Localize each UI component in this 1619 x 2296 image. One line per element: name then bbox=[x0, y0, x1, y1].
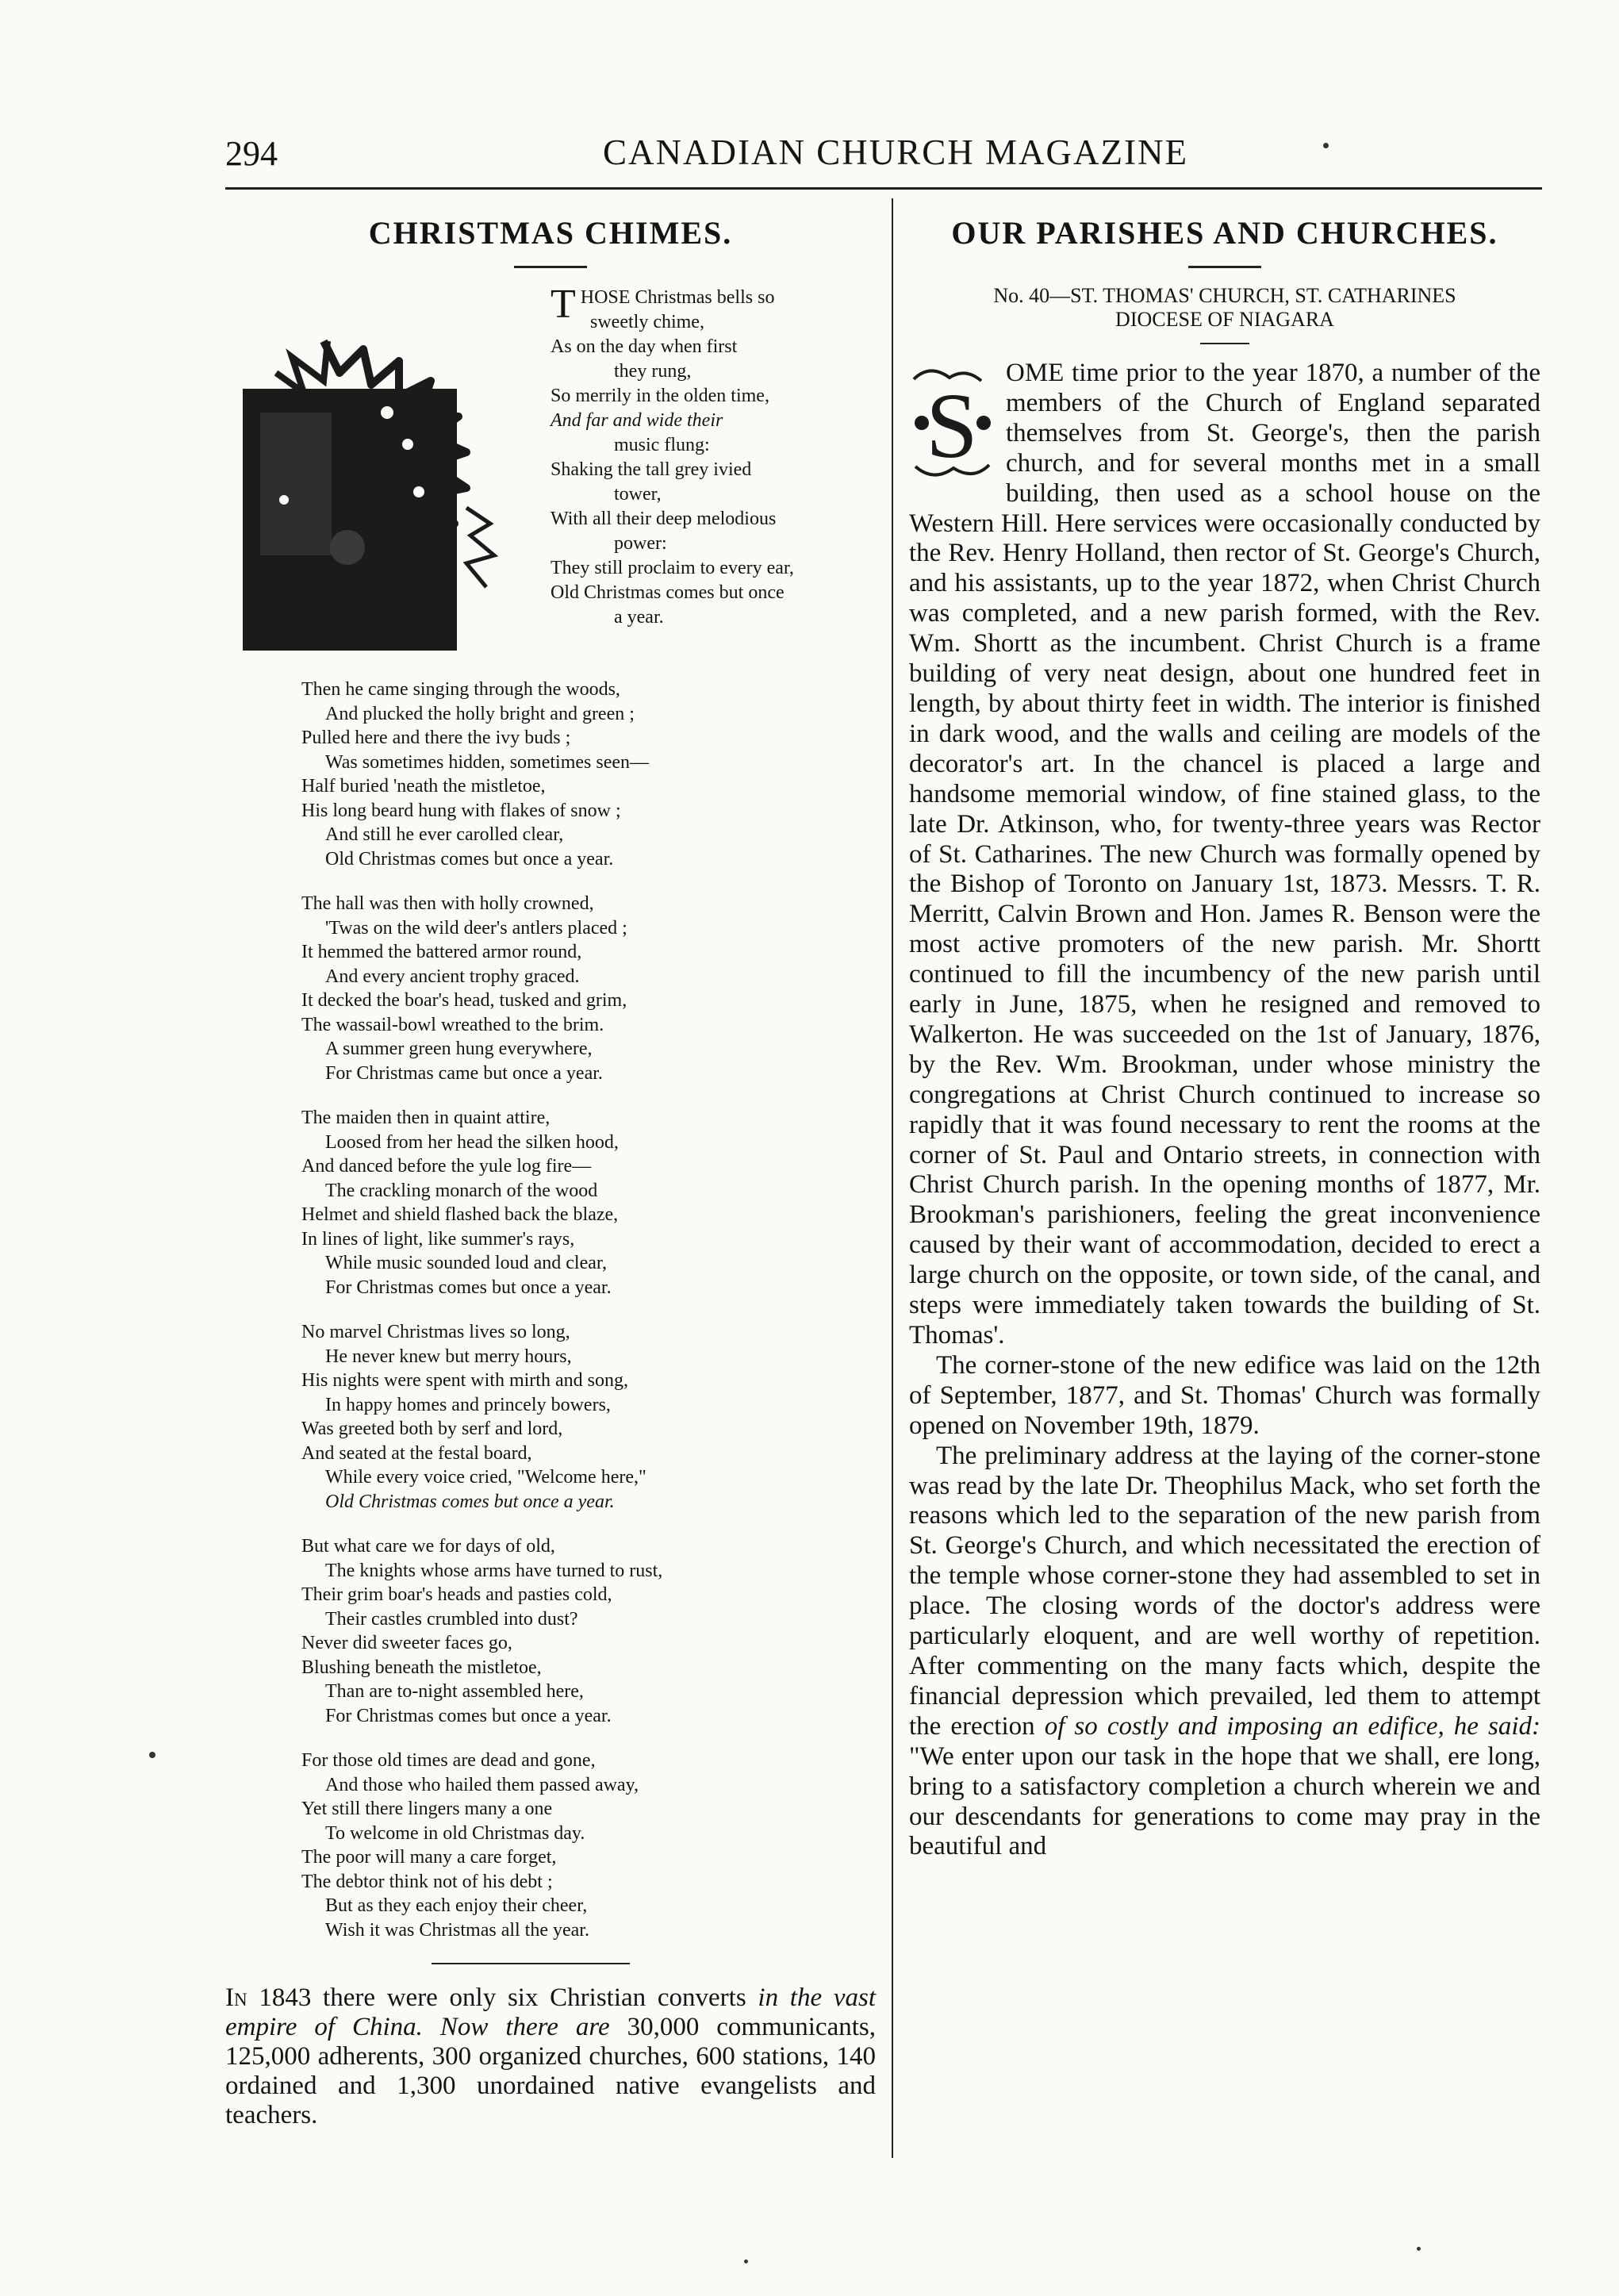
poem-line: Their grim boar's heads and pasties cold, bbox=[301, 1584, 612, 1605]
paragraph-text: OME time prior to the year 1870, a number of the members of the Church of England separated themselves from St. George's, then the parish church, and for several months met in a small building, then used as a school house on the Western Hill. Here services were occasionally conducted by the Rev. Henry Holland, then rector of St. George's Church, and his assistants, up to the year 1872, when Christ Church was completed, and a new parish formed, with the Rev. Wm. Shortt as the incumbent. Christ Church is a frame building of very neat design, about one hundred feet in length, by about thirty feet in width. The interior is finished in dark wood, and the walls and ceiling are models of the decorator's art. In the chancel is placed a large and handsome memorial window, of fine stained glass, to the late Dr. Atkinson, who, for twenty-three years was Rector of St. Catharines. The new Church was formally opened by the Bishop of Toronto on January 1st, 1873. Messrs. T. R. Merritt, Calvin Brown and Hon. James R. Benson were the most active promoters of the new parish. Mr. Shortt continued to fill the incumbency of the new parish until early in June, 1875, when he resigned and removed to Walkerton. He was succeeded on the 1st of January, 1876, by the Rev. Wm. Brookman, under whose ministry the congregations at Christ Church continued to increase so rapidly that it was found necessary to rent the rooms at the corner of St. Paul and Ontario streets, in connection with Christ Church parish. In the opening months of 1877, Mr. Brookman's parishioners, feeling the great inconvenience caused by their want of accommodation, decided to erect a large church on the opposite, or town side, of the canal, and steps were immediately taken towards the building of St. Thomas'. bbox=[909, 359, 1540, 1350]
poem-line: And every ancient trophy graced. bbox=[325, 966, 580, 987]
poem-line: HOSE Christmas bells so bbox=[580, 287, 775, 308]
drop-cap-t: T bbox=[551, 282, 576, 327]
svg-text:S: S bbox=[926, 374, 978, 478]
article-subtitle bbox=[909, 284, 1540, 332]
article-paragraph bbox=[909, 359, 1540, 1351]
poem-line: His nights were spent with mirth and song, bbox=[301, 1370, 628, 1391]
note-lead-word: In bbox=[225, 1983, 247, 2012]
poem-stanza bbox=[301, 1320, 876, 1514]
poem-line: Was sometimes hidden, sometimes seen— bbox=[325, 751, 649, 773]
poem-line: Was greeted both by serf and lord, bbox=[301, 1419, 563, 1439]
poem-line: While music sounded loud and clear, bbox=[325, 1253, 607, 1273]
poem-line: It hemmed the battered armor round, bbox=[301, 942, 582, 962]
poem-line: So merrily in the olden time, bbox=[551, 386, 769, 406]
poem-line: As on the day when first bbox=[551, 336, 738, 357]
poem-line: To welcome in old Christmas day. bbox=[325, 1822, 585, 1844]
ink-speck bbox=[1417, 2247, 1421, 2251]
poem-stanza bbox=[301, 1534, 876, 1728]
poem-line: Their castles crumbled into dust? bbox=[325, 1608, 578, 1630]
title-rule bbox=[1188, 266, 1261, 268]
poem-line: Helmet and shield flashed back the blaze, bbox=[301, 1204, 619, 1225]
china-missions-note bbox=[225, 1983, 876, 2130]
poem-line: Wish it was Christmas all the year. bbox=[325, 1919, 589, 1941]
holly-ornament-illustration bbox=[228, 317, 514, 658]
poem-opening-stanza bbox=[551, 282, 872, 630]
title-rule bbox=[514, 266, 587, 268]
poem-line: And far and wide their bbox=[551, 410, 723, 431]
right-column bbox=[909, 214, 1540, 1862]
drop-cap-s bbox=[906, 363, 998, 482]
poem-line: With all their deep melodious bbox=[551, 509, 777, 529]
poem-line: But as they each enjoy their cheer, bbox=[325, 1895, 588, 1916]
poem-line: Then he came singing through the woods, bbox=[301, 679, 620, 700]
header-rule bbox=[225, 187, 1542, 190]
column-rule bbox=[892, 198, 893, 2158]
poem-line: 'Twas on the wild deer's antlers placed ; bbox=[325, 917, 627, 939]
ink-speck bbox=[744, 2260, 748, 2263]
note-text: 1843 there were only six Christian converts bbox=[247, 1983, 758, 2012]
poem-line: The wassail-bowl wreathed to the brim. bbox=[301, 1014, 604, 1035]
article-body bbox=[909, 359, 1540, 1862]
poem-line: His long beard hung with flakes of snow ; bbox=[301, 800, 621, 821]
poem-line: music flung: bbox=[614, 435, 710, 455]
poem-line: Old Christmas comes but once a year. bbox=[325, 848, 614, 870]
poem-line: Half buried 'neath the mistletoe, bbox=[301, 776, 546, 797]
left-column bbox=[225, 214, 876, 2130]
poem-stanza bbox=[301, 678, 876, 871]
poem-line: And those who hailed them passed away, bbox=[325, 1774, 639, 1795]
article-paragraph bbox=[909, 1442, 1540, 1863]
diocese-heading: DIOCESE OF NIAGARA bbox=[1115, 308, 1334, 331]
poem-stanza bbox=[301, 892, 876, 1085]
poem-line: It decked the boar's head, tusked and grim, bbox=[301, 990, 627, 1011]
poem-line: The crackling monarch of the wood bbox=[325, 1180, 598, 1201]
poem-line: In lines of light, like summer's rays, bbox=[301, 1228, 575, 1250]
poem-line: For Christmas comes but once a year. bbox=[325, 1705, 612, 1726]
page-number: 294 bbox=[225, 134, 278, 173]
poem-line: He never knew but merry hours, bbox=[325, 1346, 572, 1367]
ink-speck bbox=[1323, 143, 1329, 148]
italic-text: of so costly and imposing an edifice, he said: bbox=[1044, 1711, 1540, 1741]
poem-line: The poor will many a care forget, bbox=[301, 1847, 557, 1868]
article-paragraph: The corner-stone of the new edifice was laid on the 12th of September, 1877, and St. Thomas' Church was formally opened on November 19th, 1879. bbox=[909, 1350, 1540, 1440]
poem-line: But what care we for days of old, bbox=[301, 1536, 555, 1557]
poem-body bbox=[301, 678, 876, 1942]
poem-line: And still he ever carolled clear, bbox=[325, 824, 564, 845]
poem-line: Never did sweeter faces go, bbox=[301, 1633, 512, 1653]
poem-line: No marvel Christmas lives so long, bbox=[301, 1322, 570, 1342]
paragraph-text: The preliminary address at the laying of the corner-stone was read by the late Dr. Theophilus Mack, who set forth the reasons which led to the separation of the new parish from St. George's Church, and which necessitated the erection of the temple whose corner-stone they had assembled to set in place. The closing words of the doctor's address were particularly eloquent, and are well worthy of repetition. After commenting on the many facts which, despite the financial depression which prevailed, led them to attempt the erection bbox=[909, 1441, 1540, 1741]
poem-line: Loosed from her head the silken hood, bbox=[325, 1131, 619, 1153]
ink-speck bbox=[149, 1752, 155, 1758]
poem-line: A summer green hung everywhere, bbox=[325, 1039, 593, 1059]
poem-line: And seated at the festal board, bbox=[301, 1442, 532, 1464]
poem-line: The maiden then in quaint attire, bbox=[301, 1108, 551, 1128]
poem-line: Than are to-night assembled here, bbox=[325, 1681, 584, 1702]
poem-line: power: bbox=[614, 533, 667, 554]
note-text: 30,000 communicants, 125,000 adherents, 300 organized churches, 600 stations, 140 ordained and 1,300 unordained native evangelists and teachers. bbox=[225, 2013, 876, 2129]
poem-line: While every voice cried, "Welcome here," bbox=[325, 1467, 646, 1488]
poem-title: CHRISTMAS CHIMES. bbox=[368, 215, 733, 251]
poem-line: In happy homes and princely bowers, bbox=[325, 1394, 611, 1415]
poem-line: Old Christmas comes but once a year. bbox=[325, 1491, 615, 1512]
poem-line: they rung, bbox=[614, 361, 692, 382]
poem-line: And plucked the holly bright and green ; bbox=[325, 703, 635, 724]
poem-line: The hall was then with holly crowned, bbox=[301, 893, 594, 914]
note-italic-text: in the vast empire of China. Now there are bbox=[225, 1983, 876, 2041]
church-heading: No. 40—ST. THOMAS' CHURCH, ST. CATHARINES bbox=[993, 284, 1456, 307]
poem-stanza bbox=[301, 1106, 876, 1300]
poem-line: Pulled here and there the ivy buds ; bbox=[301, 728, 571, 748]
poem-line: And danced before the yule log fire— bbox=[301, 1156, 592, 1177]
poem-line: a year. bbox=[614, 607, 664, 628]
poem-line: For those old times are dead and gone, bbox=[301, 1750, 596, 1771]
poem-line: sweetly chime, bbox=[590, 312, 704, 332]
poem-line: Old Christmas comes but once bbox=[551, 582, 785, 603]
poem-line: For Christmas comes but once a year. bbox=[325, 1277, 612, 1298]
poem-line: Shaking the tall grey ivied bbox=[551, 459, 752, 480]
poem-line: The debtor think not of his debt ; bbox=[301, 1871, 553, 1892]
section-divider bbox=[432, 1963, 630, 1964]
poem-line: For Christmas came but once a year. bbox=[325, 1062, 603, 1084]
paragraph-text: "We enter upon our task in the hope that we shall, ere long, bring to a satisfactory completion a church wherein we and our descendants for generations to come may pray in the beautiful and bbox=[909, 1741, 1540, 1861]
poem-line: tower, bbox=[614, 484, 662, 505]
magazine-title: CANADIAN CHURCH MAGAZINE bbox=[603, 132, 1188, 172]
poem-stanza bbox=[301, 1749, 876, 1942]
subtitle-rule bbox=[1200, 343, 1249, 344]
poem-line: Blushing beneath the mistletoe, bbox=[301, 1657, 542, 1678]
poem-line: They still proclaim to every ear, bbox=[551, 558, 794, 578]
poem-line: Yet still there lingers many a one bbox=[301, 1799, 553, 1819]
article-title: OUR PARISHES AND CHURCHES. bbox=[951, 215, 1498, 251]
poem-line: The knights whose arms have turned to rust, bbox=[325, 1560, 663, 1581]
poem-intro bbox=[225, 282, 876, 660]
